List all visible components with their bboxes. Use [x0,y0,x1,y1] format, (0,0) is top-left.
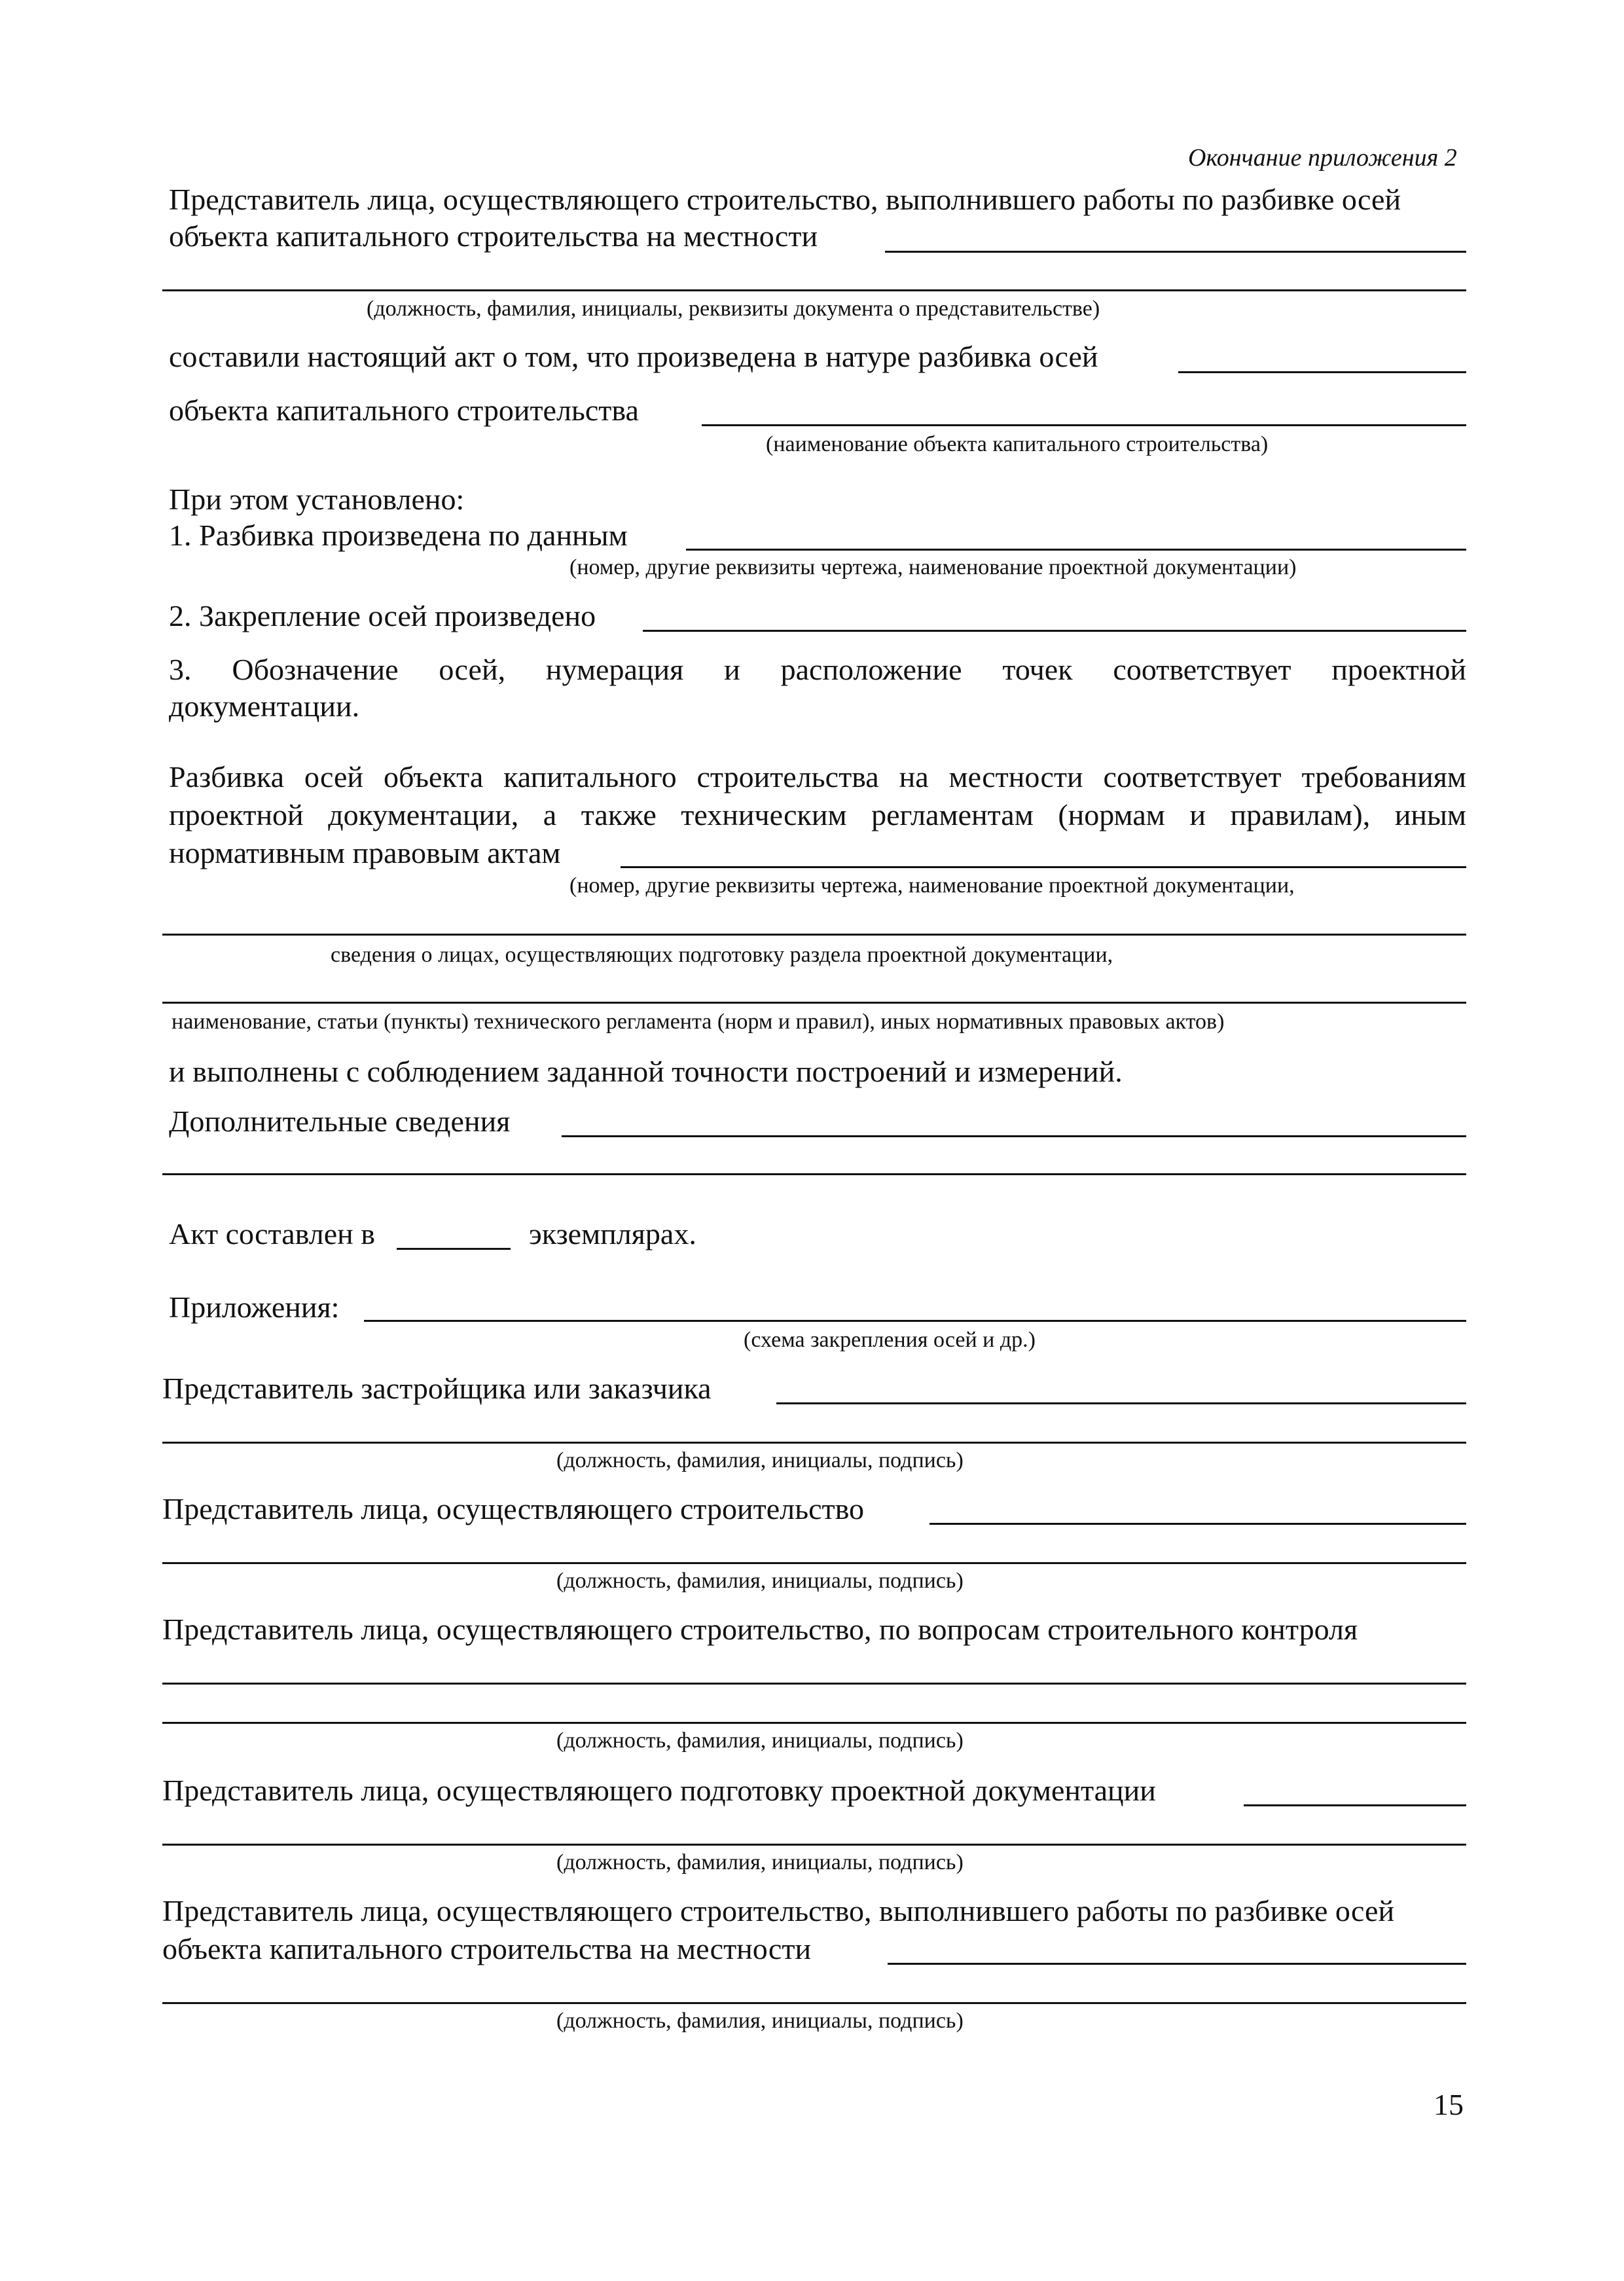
compliance-caption-2: сведения о лицах, осуществляющих подготовку раздела проектной документации, [331,943,1113,967]
sign-builder-label: Представитель лица, осуществляющего строительство [162,1492,865,1525]
act-caption: (наименование объекта капитального строительства) [766,432,1269,456]
copies-fill-line [397,1248,511,1250]
copies-prefix: Акт составлен в [169,1217,375,1250]
item-1: 1. Разбивка произведена по данным [169,519,628,552]
attachments-fill-line [364,1320,1466,1322]
page-number: 15 [1434,2088,1464,2121]
appendix-note: Окончание приложения 2 [1188,144,1457,172]
compliance-closing: и выполнены с соблюдением заданной точности построений и измерений. [169,1055,1123,1088]
intro-fill-line [885,251,1466,253]
sign-designer-caption: (должность, фамилия, инициалы, подпись) [556,1850,964,1874]
item-2: 2. Закрепление осей произведено [169,599,596,632]
sign-designer-fill-line [1244,1804,1466,1806]
item-1-fill-line [686,549,1466,551]
additional-fill-line-2 [162,1173,1466,1175]
act-fill-line-1 [1178,371,1466,373]
established-title: При этом установлено: [169,483,465,516]
sign-control-caption: (должность, фамилия, инициалы, подпись) [556,1728,964,1753]
compliance-fill-line [621,866,1466,868]
sign-control-fill-line-2 [162,1722,1466,1724]
sign-developer-label: Представитель застройщика или заказчика [162,1372,712,1405]
copies-suffix: экземплярах. [529,1217,696,1250]
item-3-line-1: 3. Обозначение осей, нумерация и расположение точек соответствует проектной [169,653,1466,686]
compliance-caption-1: (номер, другие реквизиты чертежа, наименование проектной документации, [569,873,1295,898]
sign-surveyor-caption: (должность, фамилия, инициалы, подпись) [556,2009,964,2033]
sign-designer-fill-line-2 [162,1844,1466,1846]
sign-designer-label: Представитель лица, осуществляющего подготовку проектной документации [162,1774,1156,1807]
act-line-2: объекта капитального строительства [169,393,639,427]
sign-builder-fill-line [929,1523,1466,1525]
compliance-line-3: нормативным правовым актам [169,836,561,869]
sign-control-label: Представитель лица, осуществляющего строительство, по вопросам строительного контроля [162,1613,1358,1646]
intro-caption: (должность, фамилия, инициалы, реквизиты документа о представительстве) [367,297,1100,321]
additional-label: Дополнительные сведения [169,1104,511,1138]
additional-fill-line [562,1135,1466,1137]
sign-surveyor-fill-line [888,1963,1466,1965]
attachments-label: Приложения: [169,1290,340,1324]
sign-developer-fill-line-2 [162,1442,1466,1444]
intro-line-2: объекта капитального строительства на местности [169,219,818,253]
item-3-line-2: документации. [169,689,360,723]
item-1-caption: (номер, другие реквизиты чертежа, наименование проектной документации) [569,555,1297,579]
compliance-caption-3: наименование, статьи (пункты) технического регламента (норм и правил), иных нормативных правовых актов) [171,1010,1225,1034]
compliance-fill-line-2 [162,934,1466,936]
sign-surveyor-line-1: Представитель лица, осуществляющего строительство, выполнившего работы по разбивке осей [162,1894,1395,1927]
act-fill-line-2 [702,424,1466,426]
sign-builder-caption: (должность, фамилия, инициалы, подпись) [556,1569,964,1593]
sign-developer-fill-line [776,1402,1466,1404]
intro-line-1: Представитель лица, осуществляющего строительство, выполнившего работы по разбивке осей [169,183,1401,216]
intro-fill-line-2 [162,289,1466,291]
compliance-line-1: Разбивка осей объекта капитального строительства на местности соответствует требованиям [169,760,1466,794]
compliance-fill-line-3 [162,1002,1466,1004]
sign-builder-fill-line-2 [162,1562,1466,1564]
sign-control-fill-line [162,1683,1466,1685]
compliance-line-2: проектной документации, а также техническим регламентам (нормам и правилам), иным [169,798,1466,831]
sign-surveyor-line-2: объекта капитального строительства на местности [162,1932,812,1965]
sign-developer-caption: (должность, фамилия, инициалы, подпись) [556,1448,964,1472]
attachments-caption: (схема закрепления осей и др.) [744,1328,1036,1352]
sign-surveyor-fill-line-2 [162,2002,1466,2004]
act-line-1: составили настоящий акт о том, что произведена в натуре разбивка осей [169,340,1098,373]
item-2-fill-line [643,630,1466,632]
